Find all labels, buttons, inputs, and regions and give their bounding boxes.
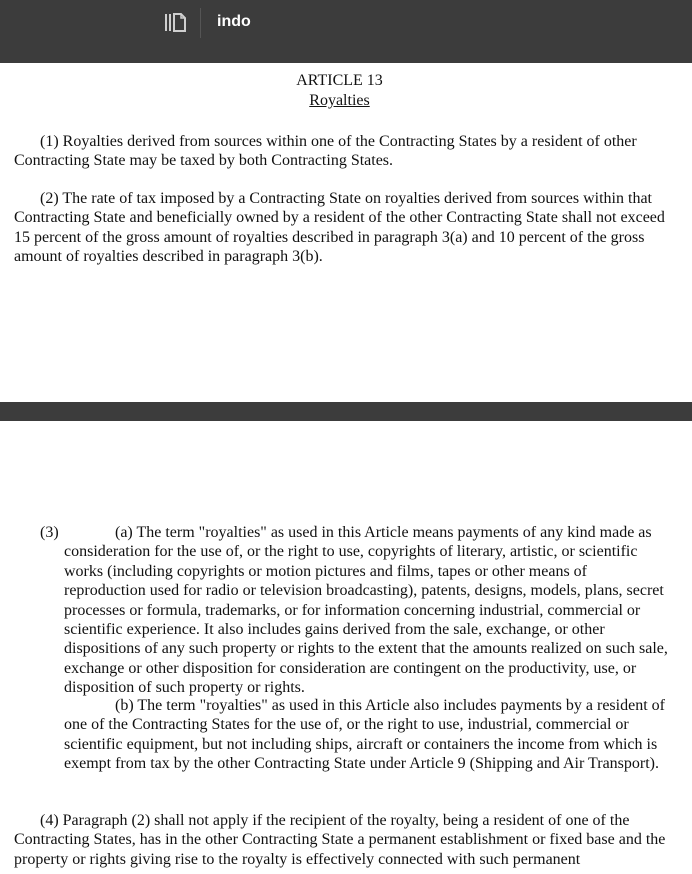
sidebar-toggle-icon[interactable] <box>160 10 190 36</box>
paragraph-3a: (a) The term "royalties" as used in this Article means payments of any kind made as consideration for the use of, or the right to use, copyrights of literary, artistic, or scientific works (including copyrights or motion pictures and films, tapes or other means of reproduction used for radio or television broadcasting), patents, designs, models, plans, secret processes or formula, trademarks, or for information concerning industrial, commercial or scientific experience. It also includes gains derived from the sale, exchange, or other dispositions of any such property or rights to the extent that the amounts realized on such sale, exchange or other disposition for consideration are contingent on the productivity, use, or disposition of such property or rights. <box>64 524 668 697</box>
page-separator <box>0 402 692 421</box>
article-subheading: Royalties <box>309 92 370 109</box>
article-heading: ARTICLE 13 <box>296 72 383 89</box>
toolbar <box>0 0 692 63</box>
paragraph-2: (2) The rate of tax imposed by a Contracting State on royalties derived from sources within that Contracting State and beneficially owned by a resident of the other Contracting State shall not exceed 15 percent of the gross amount of royalties described in paragraph 3(a) and 10 percent of the gross amount of royalties described in paragraph 3(b). <box>14 190 665 266</box>
toolbar-divider <box>200 8 201 38</box>
paragraph-3-number: (3) <box>40 524 59 541</box>
paragraph-4: (4) Paragraph (2) shall not apply if the recipient of the royalty, being a resident of one of the Contracting States, has in the other Contracting State a permanent establishment or fixed base and the property or rights giving rise to the royalty is effectively connected with such permanent <box>14 812 666 868</box>
document-page-2 <box>0 421 692 874</box>
paragraph-1: (1) Royalties derived from sources within one of the Contracting States by a resident of other Contracting State may be taxed by both Contracting States. <box>14 133 637 170</box>
paragraph-3b: (b) The term "royalties" as used in this Article also includes payments by a resident of one of the Contracting States for the use of, or the right to use, industrial, commercial or scientific equipment, but not including ships, aircraft or containers the income from which is exempt from tax by the other Contracting State under Article 9 (Shipping and Air Transport). <box>64 697 665 773</box>
document-page-1 <box>0 63 692 402</box>
document-title: indo <box>217 13 251 30</box>
